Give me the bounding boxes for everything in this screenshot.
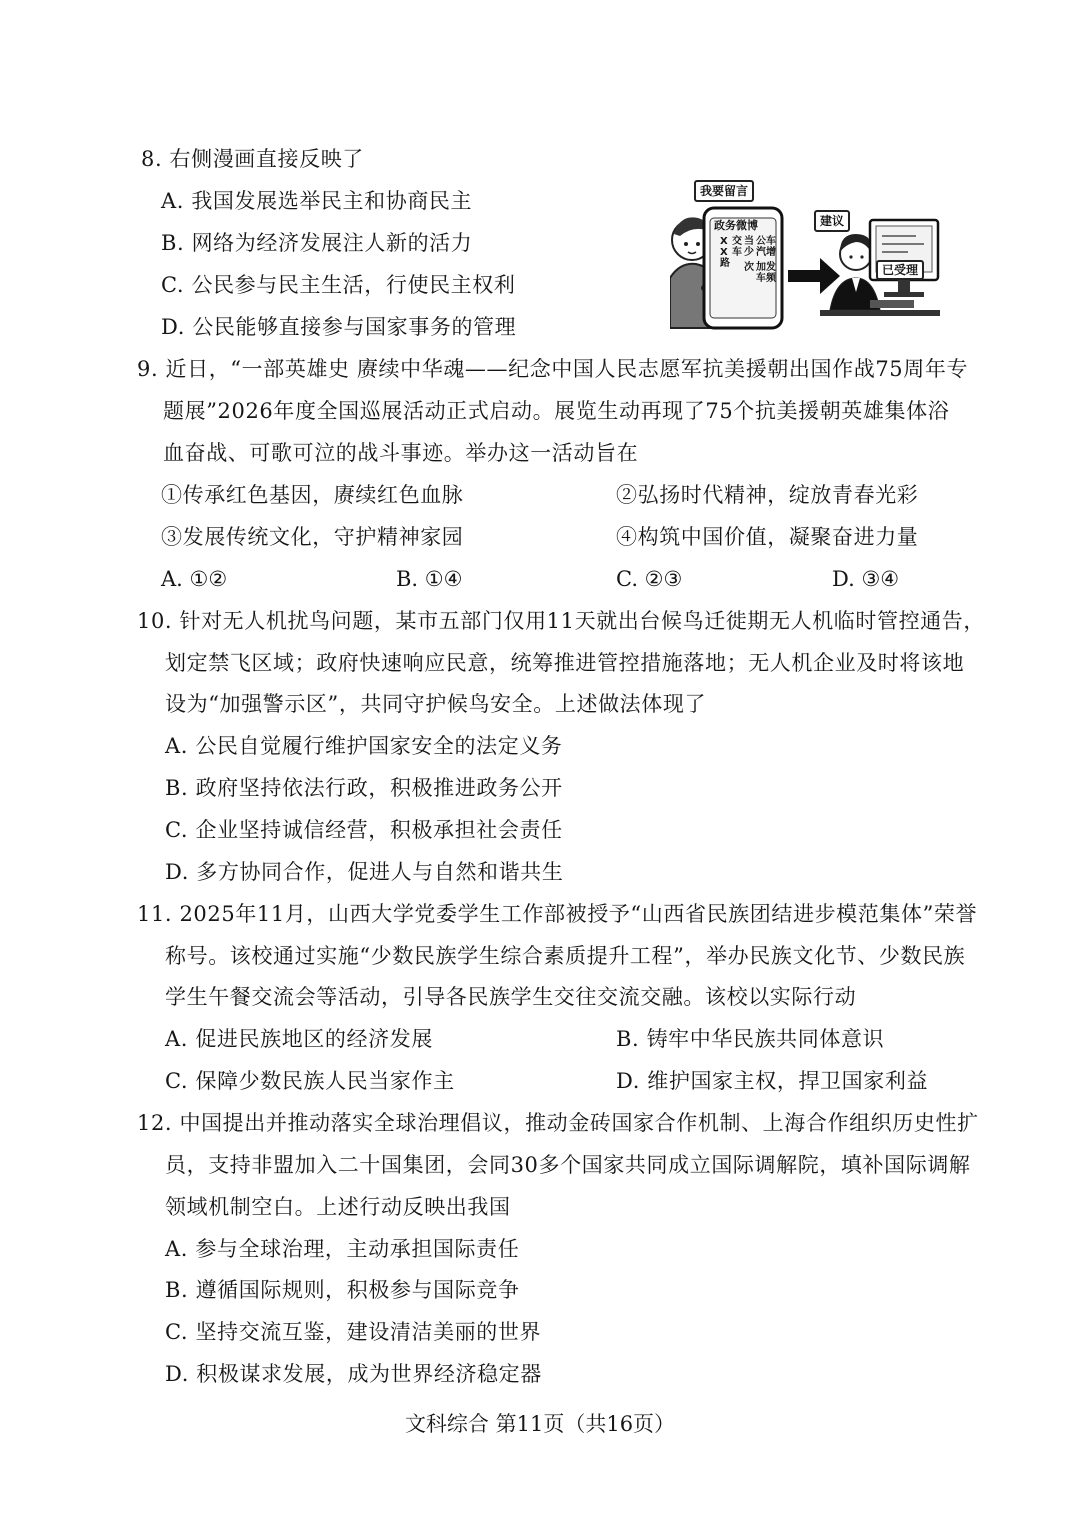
q9-option-c: C. ②③ bbox=[616, 567, 683, 591]
q9-stem-line-2: 题展”2026年度全国巡展活动正式启动。展览生动再现了75个抗美援朝英雄集体浴 bbox=[163, 399, 950, 423]
q9-stem-line-1: 9. 近日，“一部英雄史 赓续中华魂——纪念中国人民志愿军抗美援朝出国作战75周年专 bbox=[137, 357, 969, 381]
phone-col-7: 加车 bbox=[756, 262, 766, 284]
q12-stem-line-2: 员，支持非盟加入二十国集团，会同30多个国家共同成立国际调解院，填补国际调解 bbox=[165, 1153, 971, 1177]
q10-option-d: D. 多方协同合作，促进人与自然和谐共生 bbox=[165, 860, 564, 884]
q9-stem-line-3: 血奋战、可歌可泣的战斗事迹。举办这一活动旨在 bbox=[163, 441, 639, 465]
q9-option-d: D. ③④ bbox=[832, 567, 900, 591]
q8-option-d: D. 公民能够直接参与国家事务的管理 bbox=[161, 315, 517, 339]
q10-stem-line-2: 划定禁飞区域；政府快速响应民意，统筹推进管控措施落地；无人机企业及时将该地 bbox=[165, 651, 965, 675]
q11-option-d: D. 维护国家主权，捍卫国家利益 bbox=[616, 1069, 929, 1093]
cartoon-bubble-left: 我要留言 bbox=[694, 180, 754, 202]
phone-title: 政务微博 bbox=[714, 219, 758, 232]
q9-item-3: ③发展传统文化，守护精神家园 bbox=[161, 525, 464, 549]
q11-stem-line-3: 学生午餐交流会等活动，引导各民族学生交往交流交融。该校以实际行动 bbox=[165, 985, 857, 1009]
q9-item-4: ④构筑中国价值，凝聚奋进力量 bbox=[616, 525, 919, 549]
q10-option-b: B. 政府坚持依法行政，积极推进政务公开 bbox=[165, 776, 563, 800]
q11-stem-line-1: 11. 2025年11月，山西大学党委学生工作部被授予“山西省民族团结进步模范集体”荣誉 bbox=[137, 902, 978, 926]
phone-col-4: 公汽 bbox=[756, 236, 766, 258]
q8-option-a: A. 我国发展选举民主和协商民主 bbox=[161, 189, 473, 213]
q11-option-b: B. 铸牢中华民族共同体意识 bbox=[616, 1027, 885, 1051]
q11-option-c: C. 保障少数民族人民当家作主 bbox=[165, 1069, 455, 1093]
q10-option-a: A. 公民自觉履行维护国家安全的法定义务 bbox=[165, 734, 563, 758]
q10-option-c: C. 企业坚持诚信经营，积极承担社会责任 bbox=[165, 818, 563, 842]
q8-option-b: B. 网络为经济发展注人新的活力 bbox=[161, 231, 473, 255]
q12-option-b: B. 遵循国际规则，积极参与国际竞争 bbox=[165, 1278, 520, 1302]
cartoon-stamp-accepted: 已受理 bbox=[876, 260, 924, 280]
phone-col-3: 当少 bbox=[744, 236, 754, 258]
q12-option-d: D. 积极谋求发展，成为世界经济稳定器 bbox=[165, 1362, 542, 1386]
q11-stem-line-2: 称号。该校通过实施“少数民族学生综合素质提升工程”，举办民族文化节、少数民族 bbox=[165, 944, 966, 968]
q10-stem-line-1: 10. 针对无人机扰鸟问题，某市五部门仅用11天就出台候鸟迁徙期无人机临时管控通告， bbox=[137, 609, 985, 633]
phone-col-6: 发频 bbox=[766, 262, 776, 284]
q9-option-a: A. ①② bbox=[161, 567, 228, 591]
q8-cartoon bbox=[670, 178, 940, 330]
q12-option-c: C. 坚持交流互鉴，建设清洁美丽的世界 bbox=[165, 1320, 542, 1344]
q8-stem: 8. 右侧漫画直接反映了 bbox=[141, 147, 364, 171]
q11-option-a: A. 促进民族地区的经济发展 bbox=[165, 1027, 433, 1051]
phone-col-1: XX路 bbox=[720, 236, 730, 269]
q10-stem-line-3: 设为“加强警示区”，共同守护候鸟安全。上述做法体现了 bbox=[165, 692, 707, 716]
q12-stem-line-1: 12. 中国提出并推动落实全球治理倡议，推动金砖国家合作机制、上海合作组织历史性扩 bbox=[137, 1111, 979, 1135]
q9-item-2: ②弘扬时代精神，绽放青春光彩 bbox=[616, 483, 919, 507]
q12-option-a: A. 参与全球治理，主动承担国际责任 bbox=[165, 1237, 520, 1261]
q8-option-c: C. 公民参与民主生活，行使民主权利 bbox=[161, 273, 516, 297]
phone-col-5: 车增 bbox=[766, 236, 776, 258]
page-footer: 文科综合 第11页（共16页） bbox=[404, 1412, 676, 1436]
phone-col-8: 次 bbox=[744, 262, 754, 273]
cartoon-bubble-right: 建议 bbox=[814, 210, 850, 232]
q9-option-b: B. ①④ bbox=[396, 567, 463, 591]
q12-stem-line-3: 领域机制空白。上述行动反映出我国 bbox=[165, 1195, 511, 1219]
phone-col-2: 交车 bbox=[732, 236, 742, 258]
q9-item-1: ①传承红色基因，赓续红色血脉 bbox=[161, 483, 464, 507]
